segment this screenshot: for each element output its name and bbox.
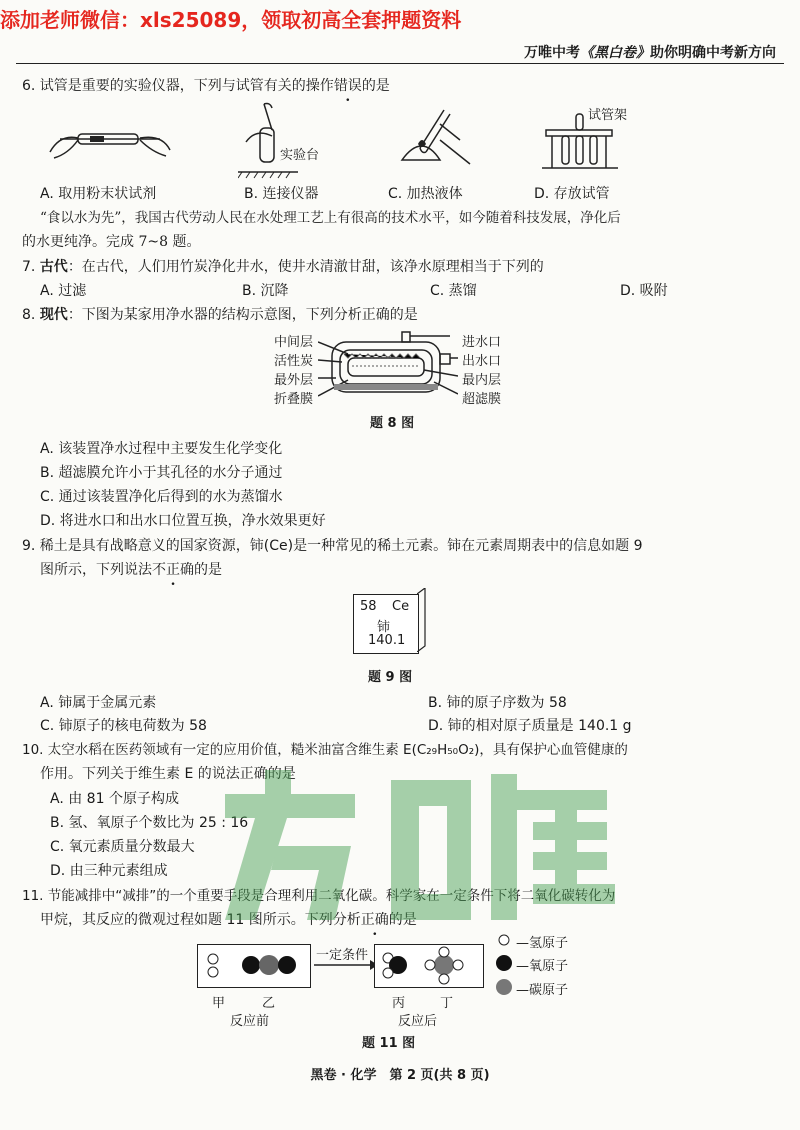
q9-stem-line-2 xyxy=(40,560,222,580)
q11-emphasis xyxy=(361,912,389,928)
q6-emphasis-text: 错误 xyxy=(333,78,362,94)
q6-stem-b: 的是 xyxy=(361,78,390,94)
q8-tag: 现代 xyxy=(39,307,68,323)
q11-after-label: 反应后 xyxy=(398,1014,438,1029)
q8-option-d: D. 将进水口和出水口位置互换，净水效果更好 xyxy=(40,513,326,529)
q11-stem-b: 的是 xyxy=(388,912,417,928)
q9-option-c: C. 铈原子的核电荷数为 58 xyxy=(40,718,207,734)
q8-option-a: A. 该装置净水过程中主要发生化学变化 xyxy=(40,441,283,457)
q6-powder-illustration xyxy=(40,112,180,172)
q8-stem-text: ：下图为某家用净水器的结构示意图，下列分析正确的是 xyxy=(67,307,418,323)
q11-stem-a: 甲烷，其反应的微观过程如题 11 图所示。下列分析 xyxy=(40,912,361,928)
q8-right-label-4: 超滤膜 xyxy=(462,392,502,407)
q7-stem xyxy=(22,257,544,277)
q11-label-jia: 甲 xyxy=(212,996,226,1011)
q11-before-label: 反应前 xyxy=(230,1014,270,1029)
q10-option-b: B. 氢、氧原子个数比为 25 : 16 xyxy=(50,815,249,831)
q8-left-label-1: 中间层 xyxy=(274,335,314,350)
q8-right-label-1: 进水口 xyxy=(462,335,502,350)
q9-caption: 题 9 图 xyxy=(368,670,413,685)
q9-option-a: A. 铈属于金属元素 xyxy=(40,695,157,711)
q8-caption: 题 8 图 xyxy=(370,416,415,431)
q9-stem-line-1: 9. 稀土是具有战略意义的国家资源，铈(Ce)是一种常见的稀土元素。铈在元素周期表中的信息如题 9 xyxy=(22,538,643,554)
q6-rack-label: 试管架 xyxy=(588,108,628,123)
q6-connect-illustration xyxy=(238,100,328,180)
q9-element-cell xyxy=(353,594,419,654)
q7-option-c: C. 蒸馏 xyxy=(430,283,477,299)
q9-element-symbol: Ce xyxy=(392,599,410,614)
q10-stem-line-1: 10. 太空水稻在医药领域有一定的应用价值，糙米油富含维生素 E(C₂₉H₅₀O₂)，具有保护心血管健康的 xyxy=(22,742,628,758)
q8-option-b: B. 超滤膜允许小于其孔径的水分子通过 xyxy=(40,465,283,481)
q11-label-yi: 乙 xyxy=(262,996,276,1011)
q6-stem xyxy=(22,76,390,96)
q7-option-d: D. 吸附 xyxy=(620,283,668,299)
q11-legend-hydrogen: —氢原子 xyxy=(516,936,569,951)
q7-number: 7. xyxy=(22,259,40,275)
q8-purifier-diagram xyxy=(318,330,458,406)
q11-label-ding: 丁 xyxy=(440,996,454,1011)
q11-caption: 题 11 图 xyxy=(362,1036,416,1051)
header-prefix: 万唯中考 xyxy=(524,45,580,61)
q10-option-c: C. 氧元素质量分数最大 xyxy=(50,839,195,855)
q11-before-molecules xyxy=(197,944,311,988)
q11-legend-carbon: —碳原子 xyxy=(516,983,569,998)
q9-stem-b: 的是 xyxy=(194,562,222,578)
q10-stem-line-2: 作用。下列关于维生素 E 的说法正确的是 xyxy=(40,766,296,782)
header-suffix: 助你明确中考新方向 xyxy=(650,45,776,61)
q8-left-label-4: 折叠膜 xyxy=(274,392,314,407)
q8-stem xyxy=(22,305,418,325)
q9-cell-depth xyxy=(417,588,429,652)
q6-option-c: C. 加热液体 xyxy=(388,186,463,202)
q6-bench-label: 实验台 xyxy=(280,148,320,163)
q7-tag: 古代 xyxy=(39,259,68,275)
q8-number: 8. xyxy=(22,307,40,323)
q9-atomic-mass: 140.1 xyxy=(368,633,406,648)
q11-after-molecules xyxy=(374,944,484,988)
q6-option-d: D. 存放试管 xyxy=(534,186,610,202)
q11-stem-line-2 xyxy=(40,910,417,930)
q11-label-bing: 丙 xyxy=(392,996,406,1011)
page-header xyxy=(524,42,776,62)
passage-line-2: 的水更纯净。完成 7~8 题。 xyxy=(22,234,201,250)
q9-emphasis-text: 不正确 xyxy=(152,562,194,578)
q7-option-a: A. 过滤 xyxy=(40,283,87,299)
q8-option-c: C. 通过该装置净化后得到的水为蒸馏水 xyxy=(40,489,283,505)
q6-heat-illustration xyxy=(400,100,480,180)
q11-emphasis-text: 正确 xyxy=(360,912,389,928)
q9-emphasis xyxy=(152,562,194,578)
q8-left-label-2: 活性炭 xyxy=(274,354,314,369)
q8-right-label-3: 最内层 xyxy=(462,373,502,388)
q9-stem-a: 图所示，下列说法 xyxy=(40,562,152,578)
q9-option-d: D. 铈的相对原子质量是 140.1 g xyxy=(428,718,632,734)
q6-option-b: B. 连接仪器 xyxy=(244,186,319,202)
passage-line-1: “食以水为先”，我国古代劳动人民在水处理工艺上有很高的技术水平，如今随着科技发展，净化后 xyxy=(40,210,621,226)
q6-stem-a: 6. 试管是重要的实验仪器，下列与试管有关的操作 xyxy=(22,78,334,94)
q7-stem-text: ：在古代，人们用竹炭净化井水，使井水清澈甘甜，该净水原理相当于下列的 xyxy=(67,259,544,275)
q7-option-b: B. 沉降 xyxy=(242,283,289,299)
q10-option-a: A. 由 81 个原子构成 xyxy=(50,791,179,807)
q9-element-name: 铈 xyxy=(377,620,391,635)
q11-arrow-label: 一定条件 xyxy=(316,948,369,963)
page-footer: 黑卷 · 化学 第 2 页(共 8 页) xyxy=(310,1068,490,1083)
q6-emphasis xyxy=(334,78,362,94)
q8-right-label-2: 出水口 xyxy=(462,354,502,369)
header-book: 《黑白卷》 xyxy=(580,45,650,61)
q10-option-d: D. 由三种元素组成 xyxy=(50,863,168,879)
q8-left-label-3: 最外层 xyxy=(274,373,314,388)
header-rule xyxy=(16,63,784,64)
q9-atomic-number: 58 xyxy=(360,599,377,614)
q11-legend-icons xyxy=(494,930,514,1000)
q9-option-b: B. 铈的原子序数为 58 xyxy=(428,695,567,711)
q11-legend-oxygen: —氧原子 xyxy=(516,959,569,974)
q11-stem-line-1: 11. 节能减排中“减排”的一个重要手段是合理利用二氧化碳。科学家在一定条件下将二氧化碳转化为 xyxy=(22,888,616,904)
promo-watermark: 添加老师微信：xls25089，领取初高全套押题资料 xyxy=(0,8,462,32)
q11-reaction-arrow xyxy=(312,958,378,972)
q6-option-a: A. 取用粉末状试剂 xyxy=(40,186,157,202)
